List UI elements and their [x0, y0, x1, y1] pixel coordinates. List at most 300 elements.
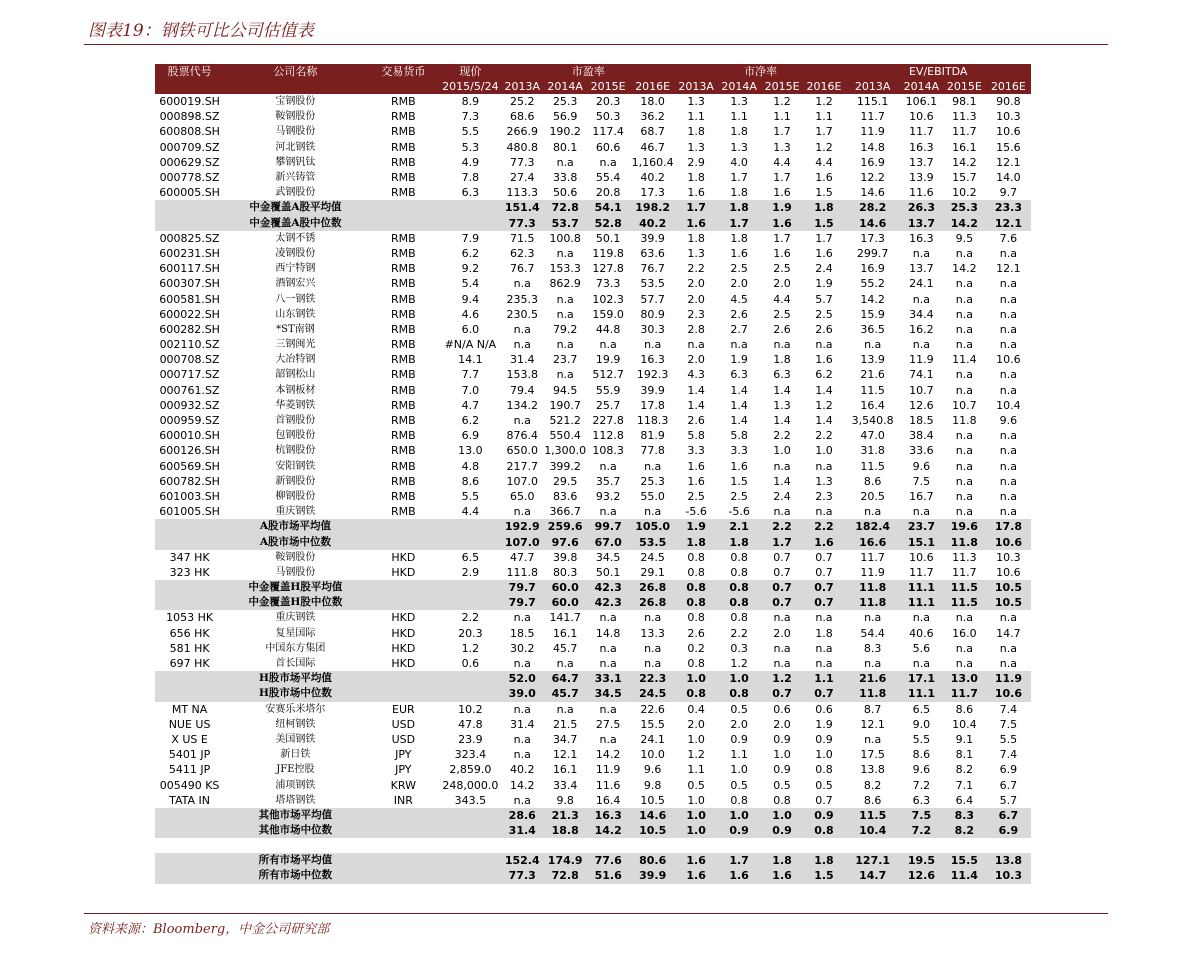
value-cell: 0.8	[687, 657, 705, 671]
value-cell: 77.8	[640, 444, 665, 458]
value-cell: 0.5	[730, 702, 748, 716]
value-cell: 1.8	[686, 535, 706, 549]
value-cell: 64.7	[551, 672, 579, 686]
value-cell: 127.8	[592, 262, 624, 276]
value-cell: 11.9	[860, 125, 885, 139]
value-cell: 1.2	[772, 672, 792, 686]
value-cell: 16.1	[552, 763, 578, 777]
currency: RMB	[390, 474, 416, 488]
value-cell: 65.0	[509, 489, 535, 503]
table-row	[155, 185, 1031, 200]
value-cell: 182.4	[855, 520, 891, 534]
value-cell: 1.6	[686, 216, 706, 230]
value-cell: 11.7	[860, 550, 885, 564]
value-cell: 1.8	[687, 231, 705, 245]
value-cell: 15.5	[640, 717, 665, 731]
value-cell: 2.2	[687, 262, 705, 276]
value-cell: 22.3	[639, 672, 667, 686]
value-cell: 10.5	[639, 824, 667, 838]
price: 7.0	[461, 383, 480, 397]
value-cell: 44.8	[595, 322, 621, 336]
value-cell: n.a	[999, 489, 1018, 503]
value-cell: 299.7	[856, 246, 889, 260]
value-cell: 1.1	[687, 763, 705, 777]
stock-code	[155, 595, 224, 610]
value-cell: 1.2	[730, 657, 748, 671]
stock-code: 581 HK	[169, 641, 210, 655]
value-cell: 0.9	[773, 763, 791, 777]
stock-code: 600019.SH	[159, 95, 220, 109]
value-cell: 14.2	[952, 155, 977, 169]
value-cell: 68.6	[509, 110, 535, 124]
table-row	[155, 474, 1031, 489]
company-name: 美国钢铁	[275, 733, 316, 745]
currency: JPY	[395, 763, 412, 777]
value-cell: 9.8	[556, 793, 574, 807]
value-cell: 5.7	[999, 793, 1018, 807]
currency: RMB	[390, 292, 416, 306]
value-cell: 0.9	[729, 824, 749, 838]
value-cell: 57.7	[640, 292, 665, 306]
table-row	[155, 322, 1031, 337]
value-cell: 1.6	[687, 474, 705, 488]
company-name: 华菱钢铁	[275, 399, 316, 411]
value-cell: 18.5	[509, 626, 535, 640]
value-cell: 0.7	[772, 687, 792, 701]
value-cell: 1.7	[686, 201, 706, 215]
stock-code: 600022.SH	[159, 307, 220, 321]
value-cell: 2.6	[687, 626, 705, 640]
value-cell: 11.7	[909, 565, 934, 579]
summary-row	[155, 200, 1031, 215]
currency: RMB	[390, 307, 416, 321]
value-cell: 1.3	[687, 95, 705, 109]
stock-code: 1053 HK	[166, 611, 214, 625]
value-cell: 10.6	[909, 110, 934, 124]
value-cell: 13.7	[909, 262, 934, 276]
value-cell: 80.3	[552, 565, 578, 579]
value-cell: n.a	[955, 505, 973, 519]
stock-code: 600010.SH	[159, 429, 220, 443]
value-cell: n.a	[864, 505, 882, 519]
value-cell: 1.1	[730, 748, 748, 762]
header-pb: 市净率	[744, 65, 778, 78]
value-cell: n.a	[644, 505, 662, 519]
value-cell: 79.4	[509, 383, 535, 397]
value-cell: 1.5	[730, 474, 748, 488]
price: 8.6	[461, 474, 480, 488]
value-cell: 1.0	[773, 748, 791, 762]
value-cell: 79.7	[508, 596, 536, 610]
value-cell: 63.6	[640, 246, 665, 260]
summary-row	[155, 534, 1031, 549]
currency	[367, 686, 440, 701]
value-cell: n.a	[999, 246, 1018, 260]
value-cell: 2.8	[687, 322, 705, 336]
header-year: 2015E	[764, 80, 800, 93]
value-cell: 26.3	[907, 201, 935, 215]
value-cell: 12.1	[996, 262, 1021, 276]
value-cell: 1.9	[772, 201, 792, 215]
value-cell: 1.6	[687, 459, 705, 473]
currency	[367, 216, 440, 231]
header-year: 2013A	[854, 80, 891, 93]
value-cell: 1.9	[686, 520, 706, 534]
value-cell: 16.9	[860, 262, 885, 276]
value-cell: 118.3	[636, 414, 669, 428]
value-cell: 2.0	[730, 277, 748, 291]
value-cell: 16.1	[952, 140, 977, 154]
price	[440, 595, 501, 610]
value-cell: 2.0	[687, 277, 705, 291]
value-cell: 39.9	[640, 231, 665, 245]
value-cell: 1.6	[730, 246, 748, 260]
company-name: 三钢闽光	[275, 339, 316, 351]
value-cell: 1.8	[772, 854, 792, 868]
value-cell: 7.5	[999, 717, 1018, 731]
value-cell: 77.6	[594, 854, 622, 868]
top-rule	[84, 44, 1108, 45]
value-cell: 6.2	[815, 368, 833, 382]
value-cell: 8.6	[863, 474, 882, 488]
value-cell: 17.8	[640, 398, 665, 412]
summary-row	[155, 823, 1031, 838]
currency	[367, 868, 440, 883]
table-row	[155, 246, 1031, 261]
price	[440, 671, 501, 686]
value-cell: 33.4	[552, 778, 578, 792]
stock-code	[155, 823, 224, 838]
price: 248,000.0	[442, 778, 499, 792]
summary-row	[155, 580, 1031, 595]
value-cell: n.a	[815, 338, 833, 352]
value-cell: 68.7	[640, 125, 665, 139]
value-cell: 52.0	[508, 672, 536, 686]
value-cell: 521.2	[549, 414, 581, 428]
currency: RMB	[390, 429, 416, 443]
value-cell: 30.2	[509, 641, 535, 655]
summary-row	[155, 519, 1031, 534]
table-row	[155, 443, 1031, 458]
company-name: 重庆钢铁	[275, 612, 316, 624]
company-name: 首长国际	[275, 658, 316, 670]
value-cell: 190.2	[549, 125, 581, 139]
value-cell: 1.6	[815, 171, 833, 185]
table-row	[155, 626, 1031, 641]
value-cell: 14.2	[594, 824, 622, 838]
value-cell: 0.8	[730, 565, 748, 579]
value-cell: 2.6	[687, 414, 705, 428]
value-cell: n.a	[864, 732, 882, 746]
stock-code: 347 HK	[169, 550, 210, 564]
value-cell: 1.6	[773, 186, 791, 200]
value-cell: 94.5	[552, 383, 578, 397]
stock-code	[155, 519, 224, 534]
stock-code: NUE US	[168, 717, 211, 731]
currency: RMB	[390, 353, 416, 367]
value-cell: 5.8	[687, 429, 705, 443]
value-cell: 3,540.8	[851, 414, 894, 428]
value-cell: 0.7	[814, 581, 834, 595]
value-cell: 42.3	[594, 581, 622, 595]
value-cell: 39.8	[552, 550, 578, 564]
stock-code: 600782.SH	[159, 474, 220, 488]
value-cell: 10.6	[996, 353, 1021, 367]
value-cell: 14.8	[595, 626, 621, 640]
stock-code: 601005.SH	[159, 505, 220, 519]
value-cell: 134.2	[506, 398, 538, 412]
stock-code: 697 HK	[169, 657, 210, 671]
value-cell: n.a	[955, 429, 973, 443]
stock-code	[155, 671, 224, 686]
company-name: 所有市场中位数	[258, 869, 333, 882]
value-cell: 107.0	[506, 474, 538, 488]
company-name: *ST南钢	[276, 323, 315, 335]
value-cell: 0.8	[686, 687, 706, 701]
value-cell: 192.9	[504, 520, 540, 534]
value-cell: 1,160.4	[631, 155, 674, 169]
currency: RMB	[390, 414, 416, 428]
value-cell: 97.6	[551, 535, 579, 549]
value-cell: 1.2	[687, 748, 705, 762]
currency: RMB	[390, 110, 416, 124]
company-name: 纽柯钢铁	[275, 718, 316, 730]
value-cell: 13.7	[907, 216, 935, 230]
value-cell: 1.5	[815, 186, 833, 200]
value-cell: 153.3	[549, 262, 581, 276]
table-row	[155, 276, 1031, 291]
stock-code	[155, 853, 224, 868]
company-name: 安阳钢铁	[275, 460, 316, 472]
value-cell: 10.7	[909, 383, 934, 397]
value-cell: 15.1	[907, 535, 935, 549]
value-cell: 7.5	[911, 808, 932, 822]
value-cell: 1.7	[773, 171, 791, 185]
value-cell: 40.2	[640, 171, 665, 185]
value-cell: 29.5	[552, 474, 578, 488]
value-cell: 111.8	[506, 565, 538, 579]
company-name: 八一钢铁	[275, 293, 316, 305]
value-cell: 15.7	[952, 171, 977, 185]
company-name: A股市场中位数	[259, 535, 331, 548]
value-cell: 83.6	[552, 489, 578, 503]
value-cell: 13.7	[909, 155, 934, 169]
value-cell: 399.2	[549, 459, 581, 473]
value-cell: 0.5	[730, 778, 748, 792]
value-cell: 5.6	[912, 641, 931, 655]
value-cell: n.a	[912, 338, 930, 352]
value-cell: 1.8	[730, 186, 748, 200]
value-cell: 1.4	[773, 474, 791, 488]
value-cell: 9.1	[955, 732, 974, 746]
price: 9.2	[461, 262, 480, 276]
company-name: 中金覆盖A股中位数	[249, 216, 342, 229]
value-cell: 11.4	[952, 353, 977, 367]
value-cell: 16.7	[909, 489, 934, 503]
price	[440, 519, 501, 534]
value-cell: 0.9	[814, 808, 834, 822]
value-cell: 39.9	[640, 383, 665, 397]
value-cell: 21.3	[551, 808, 579, 822]
stock-code: 656 HK	[169, 626, 210, 640]
currency	[367, 808, 440, 823]
value-cell: n.a	[773, 338, 791, 352]
value-cell: 11.5	[860, 459, 885, 473]
value-cell: 35.7	[595, 474, 621, 488]
company-name: 马钢股份	[275, 126, 316, 138]
stock-code: 000708.SZ	[159, 353, 220, 367]
value-cell: 14.2	[595, 748, 621, 762]
value-cell: 16.1	[552, 626, 578, 640]
value-cell: 29.1	[640, 565, 665, 579]
value-cell: 1.4	[815, 383, 833, 397]
value-cell: n.a	[955, 444, 973, 458]
value-cell: 11.6	[595, 778, 621, 792]
value-cell: 1.3	[687, 140, 705, 154]
value-cell: n.a	[815, 657, 833, 671]
value-cell: 25.7	[595, 398, 621, 412]
value-cell: 159.0	[592, 307, 624, 321]
value-cell: 11.7	[952, 125, 977, 139]
value-cell: 1.1	[687, 110, 705, 124]
value-cell: 9.7	[999, 186, 1018, 200]
currency: RMB	[390, 125, 416, 139]
value-cell: 230.5	[506, 307, 538, 321]
value-cell: 2.0	[687, 717, 705, 731]
value-cell: 14.6	[639, 808, 667, 822]
value-cell: 1.6	[772, 216, 792, 230]
value-cell: 0.5	[687, 778, 705, 792]
value-cell: 0.8	[687, 611, 705, 625]
value-cell: 11.8	[859, 581, 887, 595]
currency	[367, 534, 440, 549]
company-name: 新钢股份	[275, 475, 316, 487]
value-cell: 0.4	[687, 702, 705, 716]
currency: RMB	[390, 368, 416, 382]
stock-code	[155, 534, 224, 549]
price: 2.2	[461, 611, 480, 625]
header-company: 公司名称	[273, 65, 318, 78]
price: 7.8	[461, 171, 480, 185]
value-cell: 79.7	[508, 581, 536, 595]
value-cell: 6.5	[912, 702, 931, 716]
value-cell: 9.6	[643, 763, 662, 777]
price: 20.3	[458, 626, 483, 640]
value-cell: 9.6	[999, 414, 1018, 428]
company-name: 中金覆盖A股平均值	[249, 201, 342, 214]
currency: RMB	[390, 398, 416, 412]
value-cell: 25.3	[552, 95, 578, 109]
value-cell: 22.6	[640, 702, 665, 716]
value-cell: 6.3	[730, 368, 748, 382]
value-cell: n.a	[864, 657, 882, 671]
header-year: 2014A	[547, 80, 583, 93]
value-cell: 0.3	[730, 641, 748, 655]
value-cell: 19.6	[950, 520, 978, 534]
currency: RMB	[390, 444, 416, 458]
value-cell: 10.2	[952, 186, 977, 200]
value-cell: 24.1	[909, 277, 934, 291]
value-cell: 47.0	[860, 429, 885, 443]
value-cell: 1.7	[773, 125, 791, 139]
table-row	[155, 337, 1031, 352]
value-cell: 1.8	[729, 201, 749, 215]
value-cell: n.a	[599, 611, 617, 625]
currency: HKD	[391, 550, 416, 564]
value-cell: 11.5	[859, 808, 887, 822]
currency: HKD	[391, 626, 416, 640]
value-cell: 7.4	[999, 702, 1018, 716]
price	[440, 808, 501, 823]
currency: HKD	[391, 565, 416, 579]
price	[440, 534, 501, 549]
value-cell: n.a	[513, 611, 531, 625]
value-cell: 12.6	[907, 869, 935, 883]
value-cell: 2.0	[773, 277, 791, 291]
stock-code: X US E	[171, 732, 208, 746]
value-cell: n.a	[599, 702, 617, 716]
value-cell: 14.7	[859, 869, 887, 883]
value-cell: n.a	[999, 657, 1018, 671]
currency: HKD	[391, 611, 416, 625]
table-row	[155, 777, 1031, 792]
value-cell: n.a	[999, 292, 1018, 306]
value-cell: 1.9	[815, 277, 833, 291]
value-cell: 50.6	[552, 186, 578, 200]
table-row	[155, 307, 1031, 322]
value-cell: 0.7	[814, 596, 834, 610]
value-cell: n.a	[599, 641, 617, 655]
value-cell: 16.3	[594, 808, 622, 822]
value-cell: 39.9	[639, 869, 667, 883]
value-cell: 11.5	[950, 581, 978, 595]
stock-code: 600569.SH	[159, 459, 220, 473]
company-name: 浦项钢铁	[275, 779, 316, 791]
value-cell: 198.2	[635, 201, 671, 215]
value-cell: 73.3	[595, 277, 621, 291]
value-cell: 1.6	[730, 459, 748, 473]
value-cell: 0.7	[772, 581, 792, 595]
value-cell: 36.5	[860, 322, 885, 336]
value-cell: 77.3	[509, 155, 535, 169]
value-cell: 1.0	[687, 793, 705, 807]
value-cell: 55.0	[640, 489, 665, 503]
value-cell: 55.9	[595, 383, 621, 397]
value-cell: 2.0	[730, 717, 748, 731]
value-cell: 25.3	[640, 474, 665, 488]
value-cell: 11.3	[952, 110, 977, 124]
value-cell: 51.6	[594, 869, 622, 883]
company-name: 凌钢股份	[275, 247, 316, 259]
value-cell: 2.2	[730, 626, 748, 640]
value-cell: 18.0	[640, 95, 665, 109]
value-cell: 1.1	[815, 110, 833, 124]
price: 323.4	[454, 748, 487, 762]
value-cell: 11.8	[950, 535, 978, 549]
header-price: 现价	[459, 65, 482, 78]
stock-code	[155, 686, 224, 701]
value-cell: 81.9	[640, 429, 665, 443]
value-cell: 47.7	[509, 550, 535, 564]
company-name: 其他市场中位数	[258, 824, 333, 837]
value-cell: 31.4	[509, 353, 535, 367]
value-cell: 16.3	[909, 140, 934, 154]
value-cell: 14.2	[860, 292, 885, 306]
value-cell: 50.3	[595, 110, 621, 124]
value-cell: 14.2	[952, 262, 977, 276]
value-cell: 1.9	[730, 353, 748, 367]
value-cell: 650.0	[506, 444, 538, 458]
